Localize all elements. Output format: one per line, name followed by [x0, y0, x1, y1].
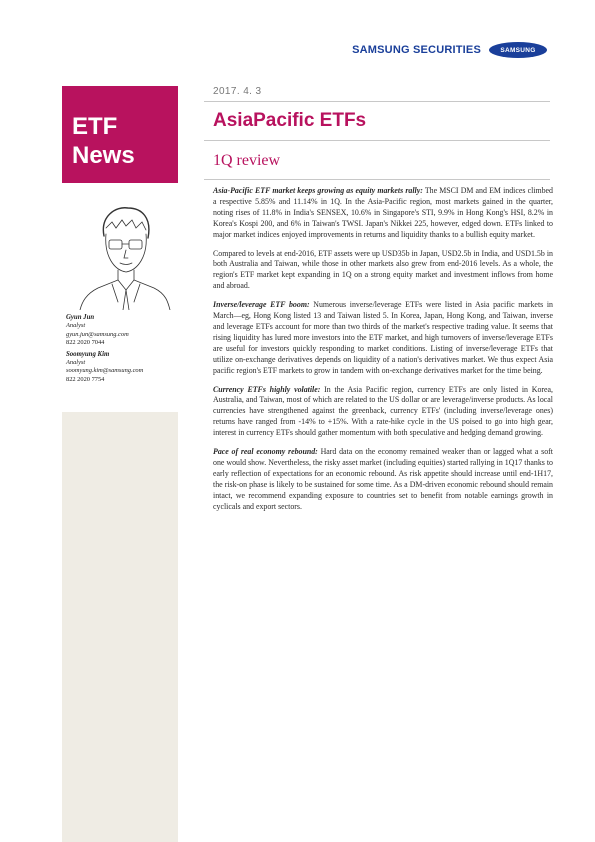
analyst-portrait-icon [76, 198, 172, 310]
brand-header [352, 40, 547, 60]
paragraph-text: In the Asia Pacific region, currency ETFs are only listed in Korea, Australia, and Taiwan, most of which are related to the US dollar or are leverage/inverse products. As local currencies have strengthened against the greenback, currency ETFs' (including inverse/leverage ones) returns have ranged from -14% to +15%. With a rate-hike cycle in the US poised to go into high gear, interest in currency ETFs should gather momentum with both speculative and hedging demand growing. [213, 384, 553, 438]
sidebar-title-block [62, 86, 178, 183]
author-email[interactable]: soomyung.kim@samsung.com [66, 367, 144, 375]
brand-name: SAMSUNG SECURITIES [352, 44, 481, 56]
paragraph-lead: Pace of real economy rebound: [213, 447, 318, 457]
paragraph-lead: Currency ETFs highly volatile: [213, 384, 321, 394]
divider-top [204, 101, 550, 102]
paragraph-text: Compared to levels at end-2016, ETF assets were up USD35b in Japan, USD2.5b in India, and USD1.5b in both Australia and Taiwan, while those in other markets also grew from end-2016 levels. As a whole, the region's ETF market kept expanding in 1Q on a strong equity market and investment inflows from home and abroad. [213, 248, 553, 291]
author-email[interactable]: gyun.jun@samsung.com [66, 330, 129, 338]
sidebar-title-line2: News [72, 142, 135, 169]
author-phone: 822 2020 7754 [66, 375, 105, 383]
sidebar-title-line1: ETF [72, 113, 118, 140]
author-role: Analyst [66, 359, 86, 367]
author-entry [66, 314, 176, 348]
body-paragraph [213, 385, 553, 440]
body-paragraph [213, 447, 553, 512]
author-entry [66, 351, 176, 385]
author-list [66, 314, 176, 384]
paragraph-lead: Asia-Pacific ETF market keeps growing as equity markets rally: [213, 186, 423, 195]
body-paragraph [213, 186, 553, 241]
author-name: Soomyung Kim [66, 350, 110, 358]
paragraph-text: The MSCI DM and EM indices climbed a respective 5.85% and 11.14% in 1Q. In the Asia-Pacific region, most markets gained in the quarter, noting rises of 11.8% in India's SENSEX, 10.6% in Singapore's STI, 9.9% in Hong Kong's HSI, 8.2% in Korea's Kospi 200, and 6% in Taiwan's TWSI. Japan's Nikkei 225, however, edged down. ETFs linked to major market indices enjoyed improvements in returns and liquidity thanks to a bullish equity market. [213, 186, 553, 239]
paragraph-text: Hard data on the economy remained weaker than or lagged what a soft one would show. Nevertheless, the risky asset market (including equities) started rallying in 1Q17 thanks to early reflection of expectations for an economic rebound. As risk appetite should increase until end-1H17, the risk-on phase is likely to be sustained for some time. As a DM-driven economic rebound should remain intact, we recommend expanding exposure to countries set to benefit from notable earnings growth in cyclicals and export sectors. [213, 447, 553, 511]
paragraph-lead: Inverse/leverage ETF boom: [213, 300, 310, 310]
body-paragraph [213, 300, 553, 376]
divider-bottom [204, 179, 550, 180]
paragraph-text: Numerous inverse/leverage ETFs were listed in Asia pacific markets in March—eg, Hong Kong listed 13 and Taiwan listed 5. In Korea, Japan, Hong Kong, and Taiwan, inverse and leverage ETFs account for more than two thirds of the market's respective trading value. It seems that rising liquidity has lured more investors into the ETF market, and high turnovers of inverse/leverage ETFs are useful for investors quickly responding to market conditions. Listing of inverse/leverage ETFs that utilize on-exchange derivatives depends on liquidity of a nation's derivatives market. We thus expect Asia pacific region's ETF markets to grow in tandem with on-exchange derivatives market for the time being. [213, 300, 553, 375]
samsung-logo-text: SAMSUNG [500, 46, 536, 54]
author-phone: 822 2020 7044 [66, 339, 105, 347]
author-role: Analyst [66, 322, 86, 330]
sidebar-panel [62, 412, 178, 842]
report-subtitle: 1Q review [213, 152, 281, 169]
samsung-logo-icon [489, 42, 547, 58]
report-date: 2017. 4. 3 [213, 86, 262, 97]
divider-middle [204, 140, 550, 141]
report-body [213, 186, 553, 520]
report-title: AsiaPacific ETFs [213, 110, 367, 131]
author-name: Gyun Jun [66, 314, 95, 321]
body-paragraph [213, 249, 553, 293]
